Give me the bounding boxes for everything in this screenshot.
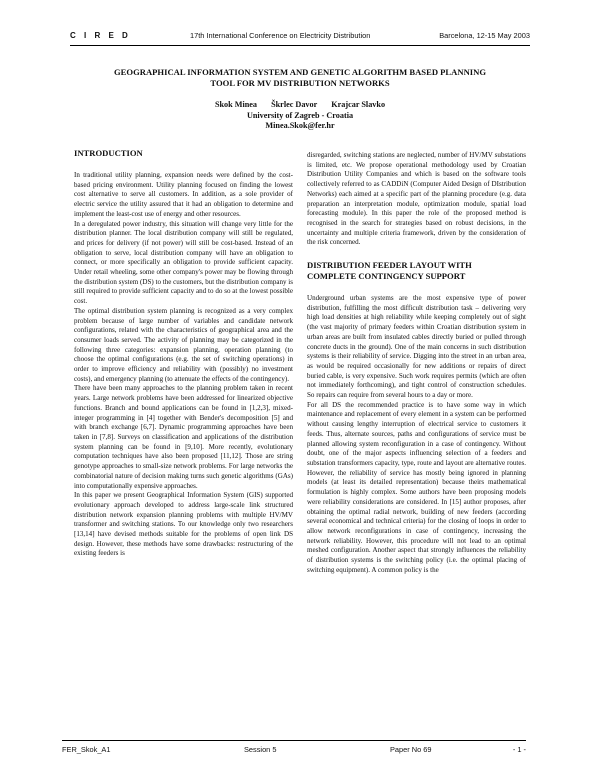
intro-paragraph-4: There have been many approaches to the planning problem taken in recent years. Large network problems have been addressed for linearized objective functions. Branch and bound applications can be found in [1,2,3], mixed-integer programming in [4] together with Bender's decomposition [5] and with branch exchange [6,7]. Dynamic programming approaches have been taken in [7,8]. Surveys on classification and applications of the distribution system planning can be found in [9,10]. More recently, evolutionary computation techniques have also been proposed [11,12]. Those are string genotype approaches to small-size network problems. For large networks the combinatorial nature of decision making turns such genetic algorithms (GAs) into computationally expensive approaches. xyxy=(74,384,293,490)
footer-session: Session 5 xyxy=(244,745,277,754)
footer-paper-no: Paper No 69 xyxy=(390,745,432,754)
author-email: Minea.Skok@fer.hr xyxy=(265,121,335,130)
footer-page-number: - 1 - xyxy=(512,745,526,754)
author-1: Skok Minea xyxy=(214,100,258,109)
introduction-heading: INTRODUCTION xyxy=(74,148,143,158)
intro-paragraph-6: disregarded, switching stations are neglected, number of HV/MV substations is limited, etc. We propose operational methodology used by Croatian Distribution Utility Companies and which is based on the software tools collectively referred to as CADDiN (Computer Aided Design of DIstribution Networks) each aimed at a specific part of the planning procedure (e.g. data preparation an interpretation module, optimization module, spatial load forecasting module). In this paper the role of the proposed method is recognised in the search for strategies based on robust decisions, in the uncertainty and multiple criteria framework, driven by the consideration of the risk concerned. xyxy=(307,151,526,247)
intro-paragraph-1: In traditional utility planning, expansion needs were defined by the cost-based pricing environment. Utility planning focused on finding the lowest cost alternative to serve all customers. In addition, as a sole provider of electric service the utility assured that it had an obligation to determine and implement the least-cost use of energy and other resources. xyxy=(74,171,293,218)
feeder-layout-heading xyxy=(307,260,526,282)
section-gap xyxy=(307,248,526,260)
intro-paragraph-5: In this paper we present Geographical Information System (GIS) supported evolutionary approach developed to address large-scale link structured distribution network expansion planning problems with multiple HV/MV transformer and switching stations. To our knowledge only two researchers [13,14] have devised methods suitable for the problems of open link DS design. However, these methods have some drawbacks: restructuring of the existing feeders is xyxy=(74,491,293,558)
page-footer xyxy=(62,742,526,754)
author-2: Škrlec Davor xyxy=(271,100,318,109)
left-column xyxy=(74,148,293,559)
author-block xyxy=(70,100,530,132)
feeder-heading-line-1: DISTRIBUTION FEEDER LAYOUT WITH xyxy=(307,260,472,271)
header-rule xyxy=(70,45,530,46)
author-names xyxy=(70,100,530,111)
paper-title xyxy=(80,67,520,89)
footer-rule xyxy=(62,740,526,741)
cired-logo-text: C I R E D xyxy=(70,31,131,40)
footer-paper-id: FER_Skok_A1 xyxy=(62,745,111,754)
author-3: Krajcar Slavko xyxy=(331,100,386,109)
page-header xyxy=(70,31,530,45)
intro-paragraph-3: The optimal distribution system planning is recognized as a very complex problem because of large number of variables and candidate network configurations, related with the characteristics of geographical area and the consumer loads served. The activity of planning may be categorized in the following three categories: expansion planning, operation planning (to choose the optimal configurations (e.g. the set of switching operations) in order to improve efficiency and reliability with (possibly) no investment costs), and emergency planning (to attenuate the effects of the contingency). xyxy=(74,306,293,383)
intro-paragraph-2: In a deregulated power industry, this situation will change very little for the distribution planner. The local distribution company will still be regulated, and prices for delivery (if not power) will still be cost-based. Instead of an obligation to serve, local distribution company will have an obligation to connect, or more specifically an obligation to provide sufficient capacity. Under retail wheeling, some other company's power may be flowing through the distribution system (DS) to the customers, but the distribution company is still required to provide sufficient capacity and to do so at the lowest possible cost. xyxy=(74,219,293,306)
affiliation: University of Zagreb - Croatia xyxy=(246,110,354,120)
conference-name: 17th International Conference on Electricity Distribution xyxy=(190,31,371,40)
right-column xyxy=(307,151,526,575)
feeder-paragraph-1: Underground urban systems are the most expensive type of power distribution, fulfilling the most difficult distribution task – delivering very high load densities at high reliability while keeping completely out of sight (the vast majority of primary feeders within Croatian distribution system in urban areas are built from insulated cables directly buried or pulled through concrete ducts in the ground). One of the main concerns in such distribution systems is their reliability of service. Digging into the street in an urban area, as would be required occasionally for new additions or repairs of direct buried cable, is very expensive. Such work requires permits (which are often not immediately forthcoming), and tight control of construction schedules. So repairs can require from several hours to a day or more. xyxy=(307,294,526,400)
conference-location-date: Barcelona, 12-15 May 2003 xyxy=(439,31,530,40)
feeder-paragraph-2: For all DS the recommended practice is to have some way in which maintenance and replacement of every element in a system can be performed without causing lengthy interruption of electrical service to customers it feeds. Thus, alternate sources, paths and configurations of service must be planned allowing system reconfiguration in a case of contingency. Without doubt, one of the major aspects influencing selection of a feeders and substation transformers capacity, type, route and layout are alternative routes. However, the reliability of service has mostly being ignored in planning models (at least its detailed representation) because theirs mathematical formulation is highly complex. Some authors have been proposing models were reliability considerations are considered. In [15] author proposes, after obtaining the optimal radial network, building of new feeders (according several economical and technical criteria) for the closing of loops in order to allow network reconfigurations in case of contingency, increasing the network reliability. However, this procedure will not lead to an optimal meshed configuration. Another aspect that strongly influences the reliability of distribution systems is the switching policy (i.e. the optimal placing of switching equipment). A common policy is the xyxy=(307,400,526,574)
title-line-1: GEOGRAPHICAL INFORMATION SYSTEM AND GENETIC ALGORITHM BASED PLANNING xyxy=(113,67,487,77)
title-line-2: TOOL FOR MV DISTRIBUTION NETWORKS xyxy=(210,78,390,88)
feeder-heading-line-2: COMPLETE CONTINGENCY SUPPORT xyxy=(307,271,466,282)
